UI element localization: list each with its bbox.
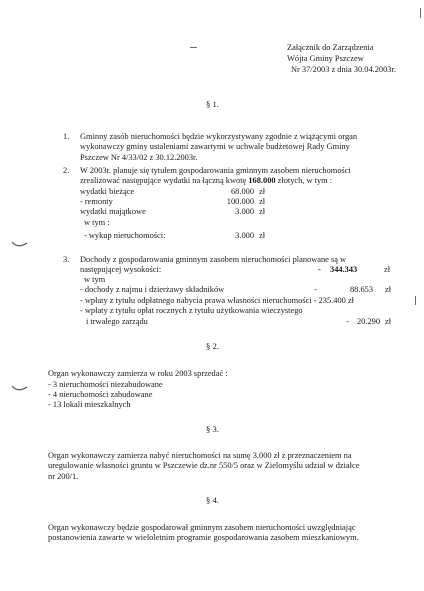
scan-curl-mark bbox=[10, 240, 30, 250]
paragraph-line: Gminny zasób nieruchomości będzie wykorzystywany zgodnie z wiążącymi organ bbox=[80, 132, 358, 141]
income-dash: - bbox=[314, 285, 317, 294]
income-unit: zł bbox=[385, 285, 392, 294]
text-fragment: zrealizować następujące wydatki na łączną kwotę bbox=[80, 176, 247, 185]
list-item: - 4 nieruchomości zabudowane bbox=[48, 390, 153, 399]
paragraph-line: Dochody z gospodarowania gminnym zasobem nieruchomości planowane są w bbox=[80, 255, 347, 264]
expense-label: wydatki bieżące bbox=[80, 187, 135, 196]
income-line: - wpłaty z tytułu opłat rocznych z tytułu użytkowania wieczystego bbox=[80, 306, 303, 315]
item-number: 1. bbox=[63, 132, 70, 141]
expense-amount: 68.000 bbox=[230, 187, 254, 196]
expense-label: w tym : bbox=[84, 218, 110, 227]
list-item: - 3 nieruchomości niezabudowane bbox=[48, 380, 163, 389]
paragraph-line bbox=[80, 176, 332, 185]
item-number: 3. bbox=[63, 255, 70, 264]
expense-amount: 3.000 bbox=[235, 231, 254, 240]
scan-curl-mark bbox=[10, 384, 30, 394]
item-number: 2. bbox=[63, 166, 70, 175]
expense-amount: 100.000 bbox=[226, 197, 254, 206]
income-total-amount: 344.343 bbox=[330, 265, 358, 274]
income-dash: - bbox=[346, 317, 349, 326]
scan-mark bbox=[420, 8, 421, 18]
income-total-unit: zł bbox=[384, 265, 391, 274]
paragraph-line: postanowienia zawarte w wieloletnim programie gospodarowania zasobem mieszkaniowym. bbox=[48, 533, 359, 542]
paragraph-line: uregulowanie własności gruntu w Pszczewie dz.nr 550/5 oraz w Zielomyślu udział w działce bbox=[48, 461, 360, 470]
income-amount: 20.290 bbox=[356, 317, 380, 326]
section-title: § 3. bbox=[206, 424, 219, 434]
header-line: Załącznik do Zarządzenia bbox=[287, 43, 374, 52]
income-amount: 88.653 bbox=[349, 285, 373, 294]
text-fragment: złotych, w tym : bbox=[277, 176, 333, 185]
list-item: - 13 lokali mieszkalnych bbox=[48, 400, 131, 409]
header-line: Wójta Gminy Pszczew bbox=[287, 54, 364, 63]
income-line: i trwałego zarządu bbox=[86, 317, 148, 326]
section-title: § 2. bbox=[206, 341, 219, 351]
paragraph-line: Pszczew Nr 4/33/02 z 30.12.2003r. bbox=[80, 153, 198, 162]
income-unit: zł bbox=[385, 317, 392, 326]
scan-mark bbox=[190, 47, 197, 48]
expense-unit: zł bbox=[259, 187, 266, 196]
income-label: - dochody z najmu i dzierżawy składników bbox=[80, 285, 225, 294]
expense-unit: zł bbox=[259, 197, 266, 206]
header-line: Nr 37/2003 z dnia 30.04.2003r. bbox=[291, 65, 396, 74]
scan-mark bbox=[415, 296, 416, 305]
expense-label: - remonty bbox=[80, 197, 113, 206]
paragraph-line: wykonawczy gminy ustaleniami zawartymi w uchwale budżetowej Rady Gminy bbox=[80, 142, 350, 151]
income-line: - wpłaty z tytułu odpłatnego nabycia prawa własności nieruchomości - 235.400 zł bbox=[80, 296, 354, 305]
paragraph-line: W 2003r. planuje się tytułem gospodarowania gminnym zasobem nieruchomości bbox=[80, 166, 351, 175]
income-wtym: w tym bbox=[84, 275, 106, 284]
paragraph-line: Organ wykonawczy zamierza nabyć nieruchomości na sumę 3.000 zł z przeznaczeniem na bbox=[48, 451, 352, 460]
total-amount: 168.000 bbox=[248, 176, 276, 185]
section-title: § 4. bbox=[206, 495, 219, 505]
section-title: § 1. bbox=[206, 99, 219, 109]
expense-amount: 3.000 bbox=[235, 207, 254, 216]
paragraph-line: nr 200/1. bbox=[48, 472, 79, 481]
income-total-dash: - bbox=[318, 265, 321, 274]
paragraph-line: następującej wysokości: bbox=[80, 265, 162, 274]
paragraph-line: Organ wykonawczy będzie gospodarował gminnym zasobem nieruchomości uwzględniając bbox=[48, 523, 356, 532]
expense-label: - wykup nieruchomości: bbox=[84, 231, 166, 240]
expense-label: wydatki majątkowe bbox=[80, 207, 146, 216]
expense-unit: zł bbox=[259, 207, 266, 216]
paragraph-line: Organ wykonawczy zamierza w roku 2003 sprzedać : bbox=[48, 369, 228, 378]
expense-unit: zł bbox=[259, 231, 266, 240]
